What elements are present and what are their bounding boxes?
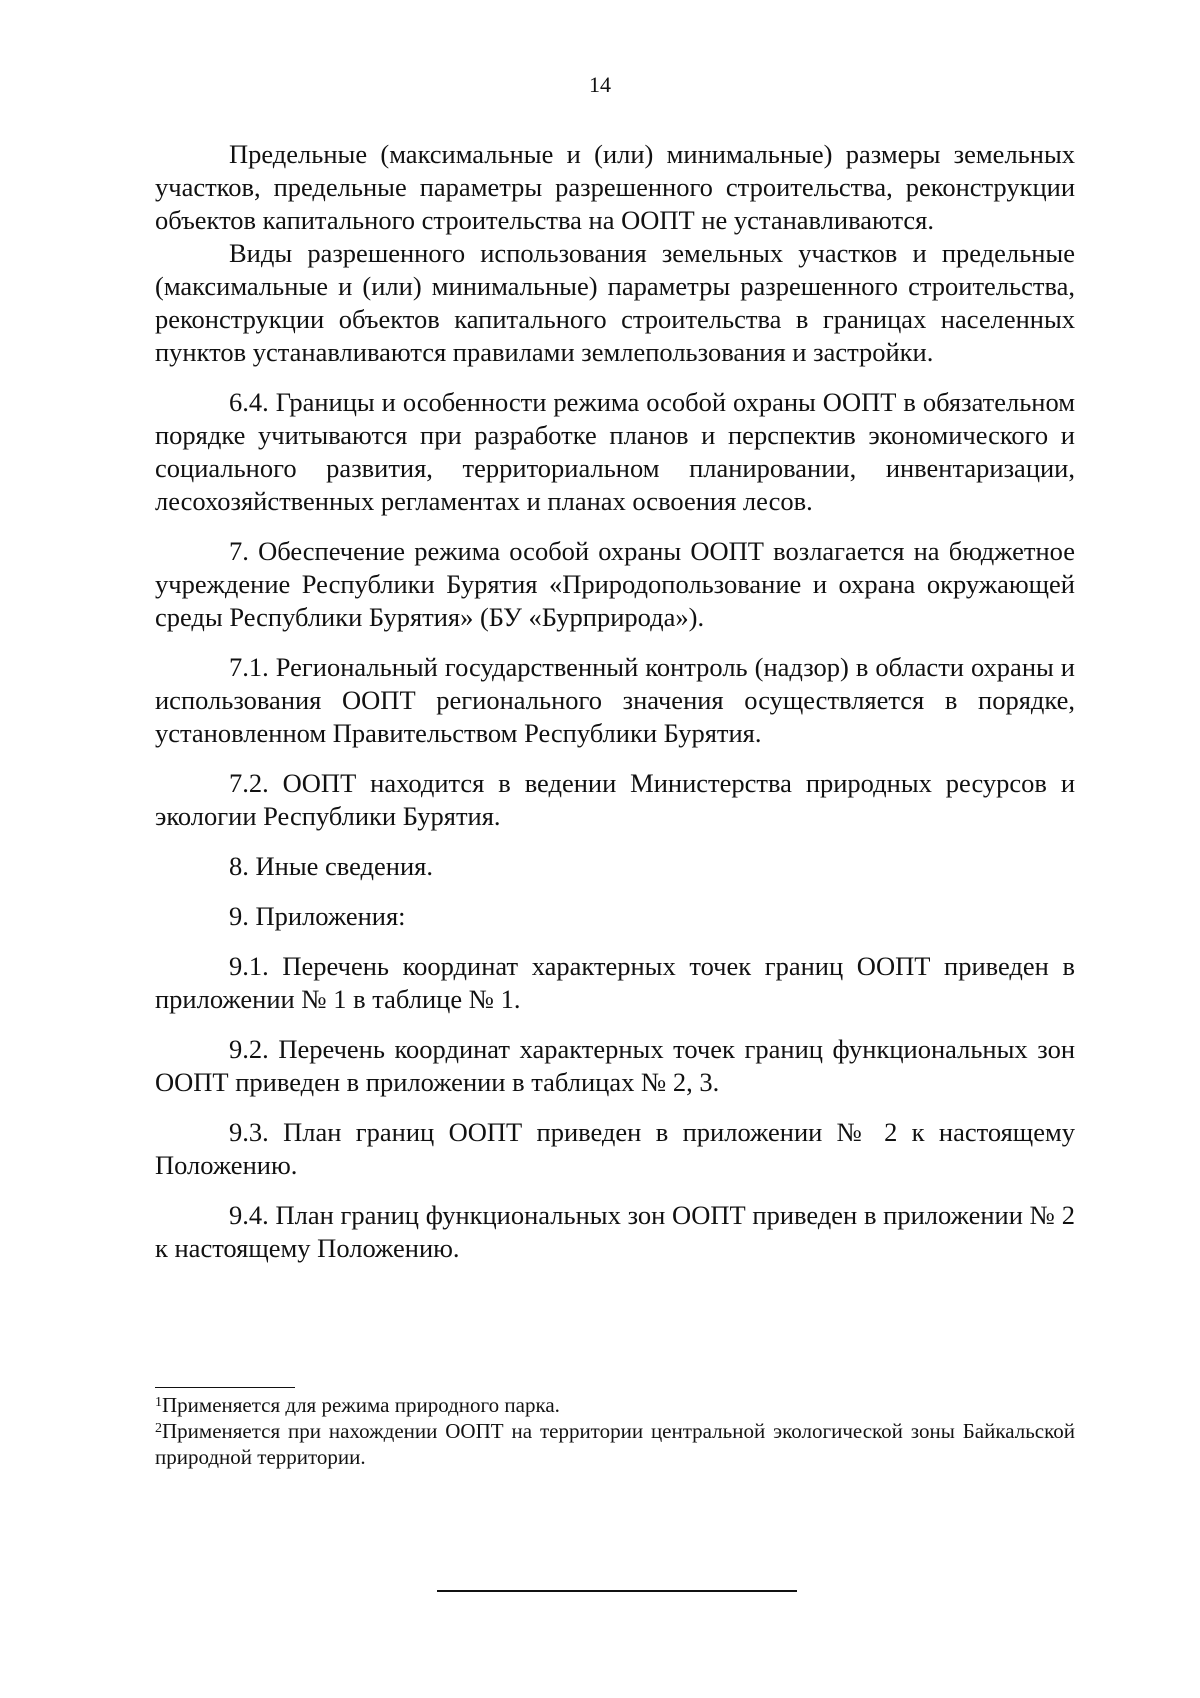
- footnote-1-mark: 1: [155, 1395, 162, 1410]
- paragraph-9-2: 9.2. Перечень координат характерных точек границ функциональных зон ООПТ приведен в приложении в таблицах № 2, 3.: [155, 1034, 1075, 1097]
- page-number: 14: [589, 72, 611, 97]
- paragraph-land-plot-limits: Предельные (максимальные и (или) минимальные) размеры земельных участков, предельные параметры разрешенного строительства, реконструкции объектов капитального строительства на ООПТ не устанавливаются.: [155, 139, 1075, 235]
- paragraph-7-1: 7.1. Региональный государственный контроль (надзор) в области охраны и использования ООПТ регионального значения осуществляется в порядке, установленном Правительством Республики Бурятия.: [155, 652, 1075, 748]
- paragraph-6-4: 6.4. Границы и особенности режима особой охраны ООПТ в обязательном порядке учитываются при разработке планов и перспектив экономического и социального развития, территориальном планировании, инвентаризации, лесохозяйственных регламентах и планах освоения лесов.: [155, 387, 1075, 516]
- footnotes: [155, 1392, 1075, 1470]
- footnote-separator: [155, 1387, 295, 1388]
- paragraph-9-3: 9.3. План границ ООПТ приведен в приложении № 2 к настоящему Положению.: [155, 1117, 1075, 1180]
- footnote-2-text: Применяется при нахождении ООПТ на территории центральной экологической зоны Байкальской природной территории.: [155, 1419, 1075, 1469]
- paragraph-9-1: 9.1. Перечень координат характерных точек границ ООПТ приведен в приложении № 1 в таблице № 1.: [155, 951, 1075, 1014]
- footnote-1: [155, 1392, 1075, 1418]
- paragraph-9-4: 9.4. План границ функциональных зон ООПТ приведен в приложении № 2 к настоящему Положению.: [155, 1200, 1075, 1263]
- document-body: [155, 138, 1075, 1265]
- paragraph-7: 7. Обеспечение режима особой охраны ООПТ возлагается на бюджетное учреждение Республики Бурятия «Природопользование и охрана окружающей среды Республики Бурятия» (БУ «Бурприрода»).: [155, 536, 1075, 632]
- footnote-2-mark: 2: [155, 1421, 162, 1436]
- footnote-1-text: Применяется для режима природного парка.: [162, 1393, 560, 1417]
- paragraph-permitted-use: Виды разрешенного использования земельных участков и предельные (максимальные и (или) минимальные) параметры разрешенного строительства, реконструкции объектов капитального строительства в границах населенных пунктов устанавливаются правилами землепользования и застройки.: [155, 238, 1075, 367]
- footnote-2: [155, 1418, 1075, 1470]
- end-of-document-line: [437, 1590, 797, 1592]
- paragraph-8: 8. Иные сведения.: [229, 851, 433, 881]
- paragraph-9: 9. Приложения:: [229, 901, 406, 931]
- paragraph-7-2: 7.2. ООПТ находится в ведении Министерства природных ресурсов и экологии Республики Бурятия.: [155, 768, 1075, 831]
